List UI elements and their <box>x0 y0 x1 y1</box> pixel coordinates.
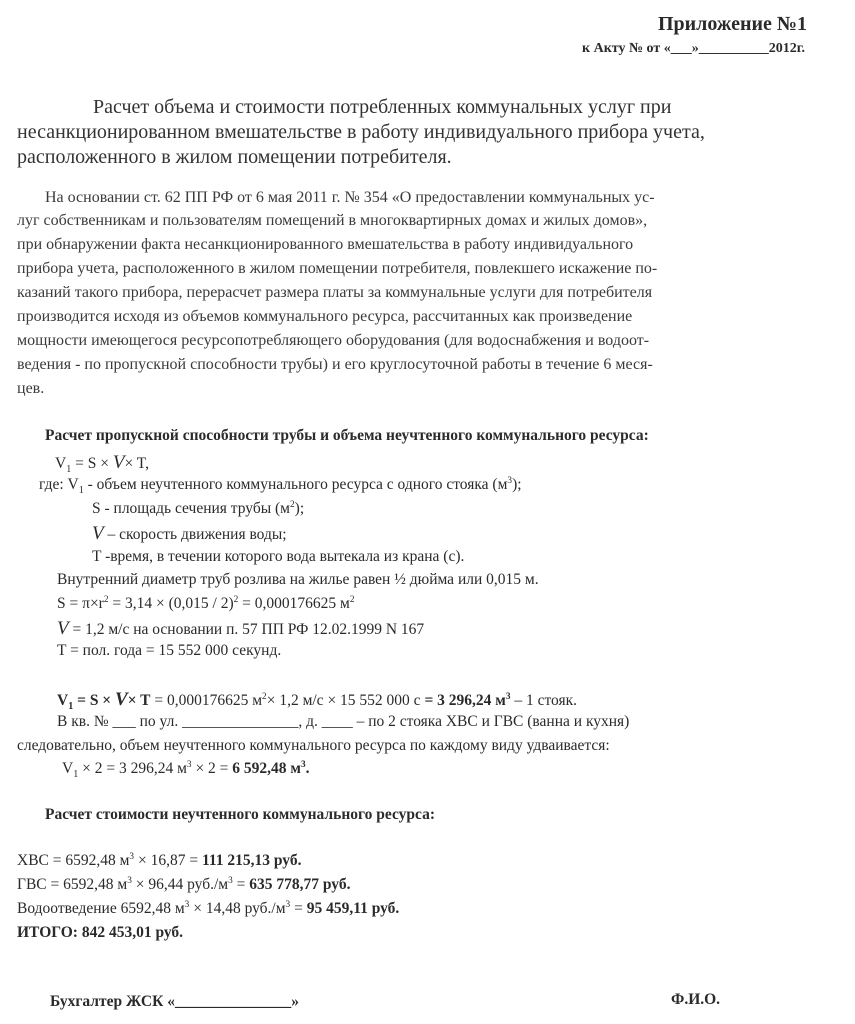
total-cost: ИТОГО: 842 453,01 руб. <box>17 924 184 941</box>
definition-superscript: 2 <box>290 499 295 510</box>
intro-line: казаний такого прибора, перерасчет размера платы за коммунальные услуги для потребителя <box>17 284 653 301</box>
result-subscript: 1 <box>68 701 74 713</box>
pipe-diameter-line: Внутренний диаметр труб розлива на жилье равен ½ дюйма или 0,015 м. <box>57 571 539 588</box>
doubled-volume <box>62 759 310 781</box>
intro-line: ведения - по пропускной способности трубы) и его круглосуточной работы в течение 6 меся- <box>17 356 653 373</box>
result-superscript: 3 <box>505 691 511 702</box>
calc-text: = 0,000176625 м <box>238 595 350 612</box>
cost-value: 95 459,11 руб. <box>306 900 400 917</box>
result-superscript: 2 <box>262 691 267 702</box>
calc-superscript: 2 <box>349 594 355 605</box>
section-cost-heading: Расчет стоимости неучтенного коммунального ресурса: <box>45 806 435 823</box>
formula-text: V <box>55 455 67 472</box>
cost-text: × 96,44 руб./м <box>131 876 229 893</box>
calc-text: × 2 = 3 296,24 м <box>78 760 187 777</box>
definition-text: ); <box>512 476 522 493</box>
document-title-line-1: Расчет объема и стоимости потребленных коммунальных услуг при <box>93 96 672 118</box>
calc-text: . <box>305 760 310 777</box>
cost-text: ХВС = 6592,48 м <box>17 852 130 869</box>
time-calculation: T = пол. года = 15 552 000 секунд. <box>57 642 282 659</box>
definition-text: – скорость движения воды; <box>103 526 287 543</box>
section-pipe-capacity-heading: Расчет пропускной способности трубы и объема неучтенного коммунального ресурса: <box>45 427 649 444</box>
cost-superscript: 3 <box>127 875 132 886</box>
velocity-calculation <box>57 619 424 638</box>
intro-line: мощности имеющегося ресурсопотребляющего оборудования (для водоснабжения и водоот- <box>17 332 650 349</box>
calc-text: = 3,14 × (0,015 / 2) <box>108 595 234 612</box>
doubled-volume-value: 6 592,48 м <box>232 760 301 777</box>
result-text: × 1,2 м/с × 15 552 000 с <box>266 692 425 709</box>
calc-text: S = π×r <box>57 595 104 612</box>
cost-value: 111 215,13 руб. <box>201 852 302 869</box>
velocity-symbol: V <box>92 523 104 544</box>
definition-text: ); <box>294 500 305 517</box>
intro-line: луг собственникам и пользователям помещений в многоквартирных домах и жилых домов», <box>17 212 648 229</box>
accountant-signature-line: Бухгалтер ЖСК «_______________» <box>50 993 299 1010</box>
calc-text: = 1,2 м/с на основании п. 57 ПП РФ 12.02.1999 N 167 <box>68 621 425 638</box>
cost-value: 635 778,77 руб. <box>249 876 351 893</box>
document-title-line-2: несанкционированном вмешательстве в работу индивидуального прибора учета, <box>17 121 705 143</box>
definition-area <box>92 501 304 517</box>
formula-text: = S × <box>71 455 113 472</box>
definition-superscript: 3 <box>507 475 513 486</box>
cost-text: = <box>232 876 250 893</box>
definition-time: T -время, в течении которого вода вытекала из крана (с). <box>92 548 465 565</box>
calc-text: × 2 = <box>191 760 233 777</box>
area-calculation <box>57 596 355 612</box>
consequently-line: следовательно, объем неучтенного коммунального ресурса по каждому виду удваивается: <box>17 737 610 754</box>
calc-subscript: 1 <box>73 769 79 781</box>
definition-velocity <box>92 524 287 543</box>
hot-water-cost <box>17 877 350 893</box>
signature-name-label: Ф.И.О. <box>671 991 721 1008</box>
velocity-symbol: V <box>115 689 128 710</box>
definition-text: - объем неучтенного коммунального ресурса с одного стояка (м <box>83 476 508 493</box>
sewerage-cost <box>17 901 399 917</box>
result-value: = 3 296,24 м <box>424 692 506 709</box>
intro-line: при обнаружении факта несанкционированного вмешательства в работу индивидуального <box>17 236 634 253</box>
result-text: × T <box>127 692 151 709</box>
definition-text: где: V <box>39 476 79 493</box>
calc-superscript: 2 <box>103 594 109 605</box>
cost-text: Водоотведение 6592,48 м <box>17 900 185 917</box>
cost-text: ГВС = 6592,48 м <box>17 876 128 893</box>
formula-main <box>55 452 149 476</box>
intro-line: цев. <box>17 380 45 397</box>
apartment-line: В кв. № ___ по ул. _______________, д. ____ – по 2 стояка ХВС и ГВС (ванна и кухня) <box>57 713 630 730</box>
calc-text: V <box>62 760 74 777</box>
cost-superscript: 3 <box>228 875 233 886</box>
calc-superscript: 3 <box>186 759 192 770</box>
result-text: = 0,000176625 м <box>150 692 263 709</box>
intro-line: прибора учета, расположенного в жилом помещении потребителя, повлекшего искажение по- <box>17 260 658 277</box>
cost-superscript: 3 <box>285 899 291 910</box>
cold-water-cost <box>17 853 301 869</box>
annex-subtitle: к Акту № от «___»__________2012г. <box>582 41 805 56</box>
cost-text: = <box>290 900 307 917</box>
result-text: = S × <box>73 692 116 709</box>
calc-superscript: 3 <box>300 759 306 770</box>
intro-line: производится исходя из объемов коммунального ресурса, рассчитанных как произведение <box>17 308 633 325</box>
velocity-symbol: V <box>112 452 125 473</box>
definition-subscript: 1 <box>78 485 84 497</box>
cost-text: × 16,87 = <box>134 852 202 869</box>
velocity-symbol: V <box>57 618 69 639</box>
formula-text: × T, <box>124 455 149 472</box>
volume-result <box>57 689 578 713</box>
result-text: – 1 стояк. <box>510 692 578 709</box>
definition-text: S - площадь сечения трубы (м <box>92 500 290 517</box>
calc-superscript: 2 <box>233 594 239 605</box>
intro-line: На основании ст. 62 ПП РФ от 6 мая 2011 г. № 354 «О предоставлении коммунальных ус- <box>45 189 655 206</box>
cost-superscript: 3 <box>129 851 135 862</box>
formula-subscript: 1 <box>66 464 72 476</box>
annex-title: Приложение №1 <box>657 13 807 35</box>
result-text: V <box>57 692 69 709</box>
cost-text: × 14,48 руб./м <box>189 900 286 917</box>
definition-volume <box>39 475 522 497</box>
document-title-line-3: расположенного в жилом помещении потребителя. <box>17 146 452 168</box>
cost-superscript: 3 <box>184 899 190 910</box>
